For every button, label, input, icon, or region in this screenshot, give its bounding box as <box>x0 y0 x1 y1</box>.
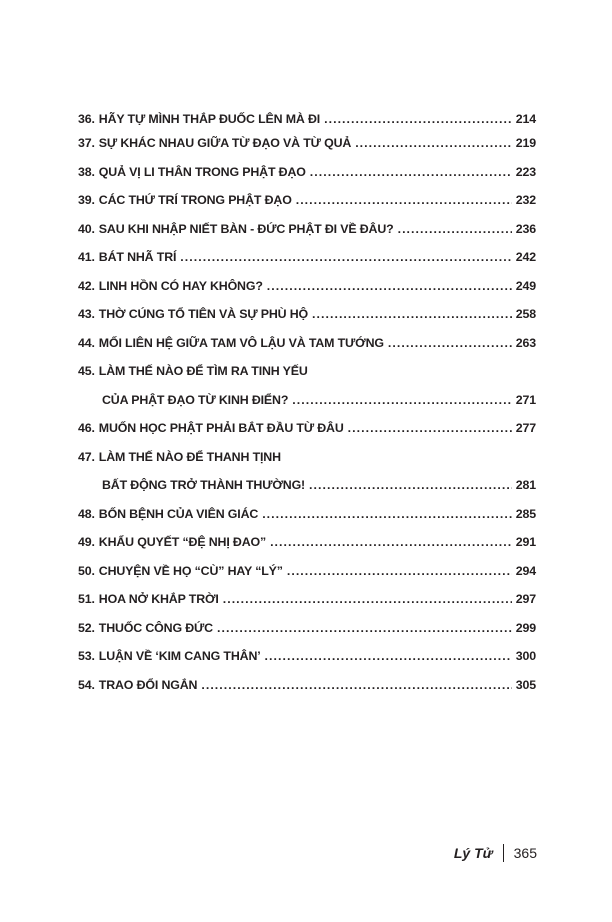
toc-entry-page: 277 <box>515 421 536 435</box>
toc-entry[interactable] <box>78 222 536 251</box>
toc-line <box>78 678 536 707</box>
toc-entry-page: 214 <box>515 112 536 126</box>
toc-entry-title: BỐN BỆNH CỦA VIÊN GIÁC <box>98 506 259 521</box>
toc-entry-title: TRAO ĐỔI NGẮN <box>98 677 198 692</box>
toc-line <box>78 421 536 450</box>
toc-entry-number: 44. <box>78 335 95 350</box>
toc-entry-number: 40. <box>78 221 95 236</box>
toc-entry-title: KHẨU QUYẾT “ĐỆ NHỊ ĐAO” <box>98 535 267 549</box>
toc-entry[interactable] <box>78 112 536 136</box>
toc-entry-number: 50. <box>78 563 95 578</box>
toc-entry[interactable] <box>78 621 536 650</box>
toc-entry-title: MỐI LIÊN HỆ GIỮA TAM VÔ LẬU VÀ TAM TƯỚNG <box>98 335 384 350</box>
toc-entry-title: CÁC THỨ TRÍ TRONG PHẬT ĐẠO <box>98 193 292 207</box>
toc-entry[interactable] <box>78 279 536 308</box>
footer-page-number: 365 <box>513 845 537 861</box>
toc-entry-title: LUẬN VỀ ‘KIM CANG THÂN’ <box>98 649 261 663</box>
toc-entry-page: 294 <box>515 563 536 578</box>
toc-entry[interactable] <box>78 421 536 450</box>
toc-entry-number: 43. <box>78 307 95 321</box>
page-footer <box>454 844 537 862</box>
toc-entry[interactable] <box>78 364 536 421</box>
toc-entry-page: 258 <box>515 307 536 321</box>
toc-entry-title: CỦA PHẬT ĐẠO TỪ KINH ĐIỂN? <box>102 392 289 407</box>
toc-entry-number: 52. <box>78 620 95 635</box>
toc-entry[interactable] <box>78 564 536 593</box>
toc-entry-title: BẤT ĐỘNG TRỞ THÀNH THƯỜNG! <box>102 478 306 492</box>
toc-dot-leader <box>348 421 512 435</box>
toc-entry-page: 232 <box>515 193 536 207</box>
toc-entry-title: BÁT NHÃ TRÍ <box>98 250 177 264</box>
toc-entry[interactable] <box>78 193 536 222</box>
toc-entry-title: LINH HỒN CÓ HAY KHÔNG? <box>98 278 263 293</box>
toc-entry-title: SAU KHI NHẬP NIẾT BÀN - ĐỨC PHẬT ĐI VỀ ĐÂU? <box>98 221 394 236</box>
toc-line <box>78 112 536 136</box>
toc-entry[interactable] <box>78 649 536 678</box>
toc-line <box>78 535 536 564</box>
toc-line <box>78 279 536 308</box>
toc-entry-title: MUỐN HỌC PHẬT PHẢI BẮT ĐẦU TỪ ĐÂU <box>98 421 344 435</box>
toc-dot-leader <box>217 621 512 635</box>
toc-entry[interactable] <box>78 678 536 707</box>
toc-entry-title: CHUYỆN VỀ HỌ “CÙ” HAY “LÝ” <box>98 563 283 578</box>
toc-line <box>78 592 536 621</box>
table-of-contents <box>78 112 536 706</box>
toc-dot-leader <box>270 535 512 549</box>
toc-line <box>78 507 536 536</box>
toc-entry-page: 305 <box>515 677 536 692</box>
toc-line <box>78 193 536 222</box>
toc-entry-number: 42. <box>78 278 95 293</box>
toc-entry-number: 49. <box>78 535 95 549</box>
toc-entry[interactable] <box>78 307 536 336</box>
toc-entry-page: 249 <box>515 278 536 293</box>
toc-dot-leader <box>296 193 512 207</box>
toc-line <box>78 621 536 650</box>
toc-entry[interactable] <box>78 250 536 279</box>
toc-dot-leader <box>292 393 511 407</box>
toc-entry-number: 36. <box>78 112 95 126</box>
toc-line <box>78 136 536 165</box>
toc-dot-leader <box>388 336 512 350</box>
toc-entry-page: 299 <box>515 620 536 635</box>
toc-entry[interactable] <box>78 336 536 365</box>
toc-line <box>78 564 536 593</box>
toc-entry-number: 54. <box>78 677 95 692</box>
toc-entry[interactable] <box>78 165 536 194</box>
toc-line <box>78 450 536 479</box>
toc-entry[interactable] <box>78 592 536 621</box>
toc-dot-leader <box>398 222 512 236</box>
footer-divider <box>503 844 504 862</box>
toc-entry-page: 219 <box>515 136 536 150</box>
toc-dot-leader <box>310 165 512 179</box>
toc-dot-leader <box>309 478 512 492</box>
toc-entry-number: 48. <box>78 506 95 521</box>
toc-line <box>78 222 536 251</box>
toc-dot-leader <box>180 250 511 264</box>
toc-entry-number: 51. <box>78 592 95 606</box>
toc-dot-leader <box>262 507 512 521</box>
toc-dot-leader <box>324 112 512 126</box>
toc-entry-page: 263 <box>515 335 536 350</box>
toc-entry[interactable] <box>78 136 536 165</box>
toc-entry-title: LÀM THẾ NÀO ĐỂ TÌM RA TINH YẾU <box>98 364 308 378</box>
toc-line <box>78 393 536 422</box>
toc-entry-page: 300 <box>515 649 536 663</box>
toc-dot-leader <box>267 279 512 293</box>
toc-line <box>78 649 536 678</box>
toc-entry-number: 47. <box>78 449 95 464</box>
toc-entry-number: 53. <box>78 649 95 663</box>
toc-dot-leader <box>355 136 512 150</box>
toc-entry-page: 285 <box>515 506 536 521</box>
toc-entry-page: 291 <box>515 535 536 549</box>
toc-line <box>78 478 536 507</box>
toc-line <box>78 336 536 365</box>
toc-entry-number: 38. <box>78 164 95 179</box>
toc-entry-title: LÀM THẾ NÀO ĐỂ THANH TỊNH <box>98 449 281 464</box>
toc-dot-leader <box>223 592 512 606</box>
toc-entry[interactable] <box>78 535 536 564</box>
toc-entry-page: 236 <box>515 221 536 236</box>
toc-entry-page: 297 <box>515 592 536 606</box>
toc-dot-leader <box>312 307 512 321</box>
toc-line <box>78 250 536 279</box>
toc-entry-title: SỰ KHÁC NHAU GIỮA TỪ ĐẠO VÀ TỪ QUẢ <box>98 136 352 150</box>
toc-entry-title: HOA NỞ KHẮP TRỜI <box>98 592 219 606</box>
toc-line <box>78 364 536 393</box>
toc-dot-leader <box>201 678 511 692</box>
toc-line <box>78 307 536 336</box>
toc-entry-page: 242 <box>515 250 536 264</box>
toc-entry-title: THỜ CÚNG TỔ TIÊN VÀ SỰ PHÙ HỘ <box>98 307 309 321</box>
toc-entry-number: 46. <box>78 421 95 435</box>
toc-entry-number: 37. <box>78 136 95 150</box>
toc-entry-title: HÃY TỰ MÌNH THẮP ĐUỐC LÊN MÀ ĐI <box>98 112 321 126</box>
toc-entry-title: THUỐC CÔNG ĐỨC <box>98 620 213 635</box>
toc-entry[interactable] <box>78 507 536 536</box>
toc-dot-leader <box>265 649 512 663</box>
toc-entry-number: 41. <box>78 250 95 264</box>
toc-entry[interactable] <box>78 450 536 507</box>
toc-line <box>78 165 536 194</box>
toc-entry-title: QUẢ VỊ LI THÂN TRONG PHẬT ĐẠO <box>98 164 306 179</box>
toc-entry-number: 39. <box>78 193 95 207</box>
toc-entry-number: 45. <box>78 364 95 378</box>
toc-entry-page: 271 <box>515 392 536 407</box>
toc-entry-page: 281 <box>515 478 536 492</box>
toc-entry-page: 223 <box>515 164 536 179</box>
toc-dot-leader <box>287 564 512 578</box>
footer-book-title: Lý Tử <box>453 845 493 861</box>
